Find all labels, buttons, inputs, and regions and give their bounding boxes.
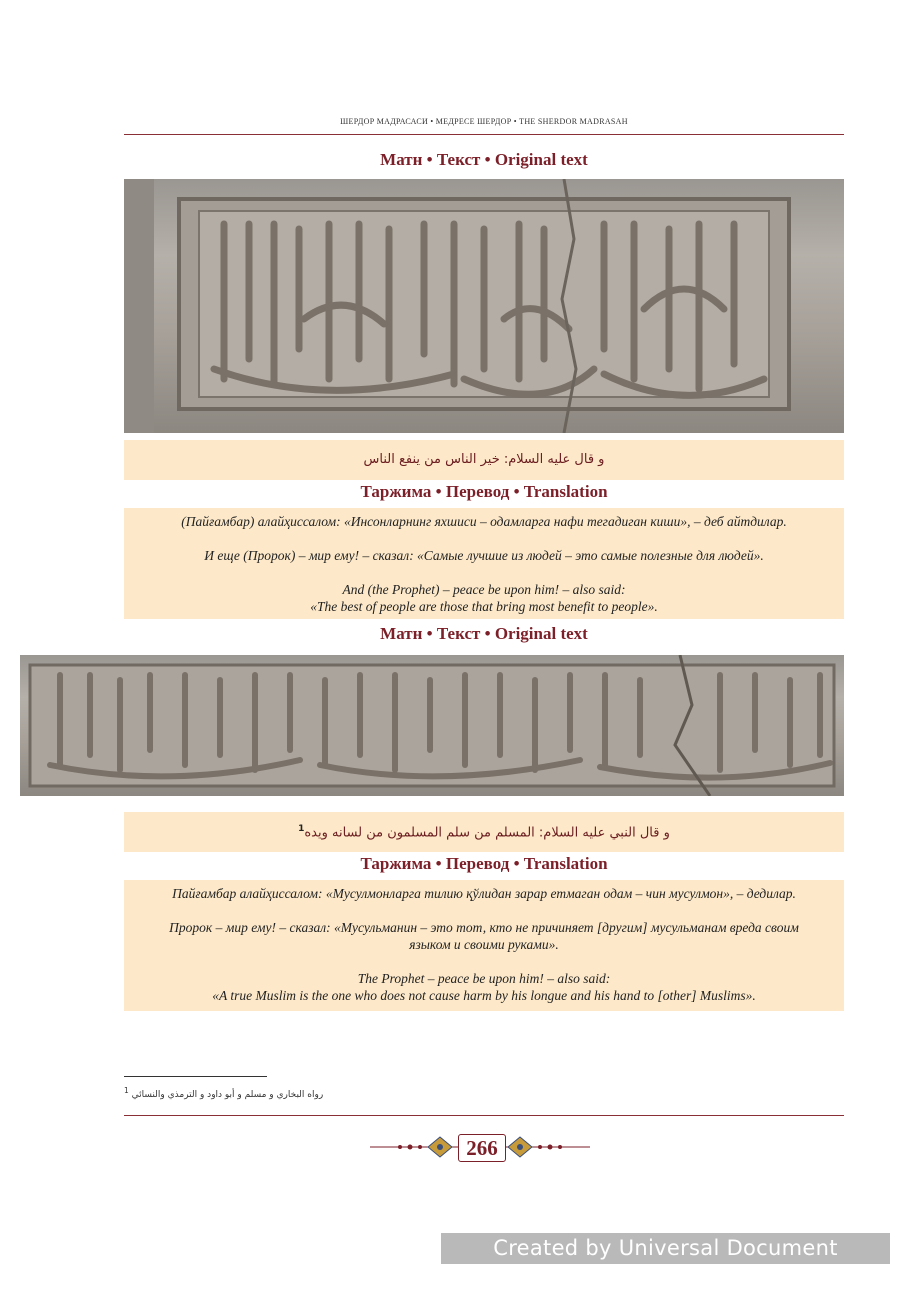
- translation-ru-1: И еще (Пророк) – мир ему! – сказал: «Самые лучшие из людей – это самые полезные для людей».: [204, 548, 764, 563]
- translation-panel-2: [124, 880, 844, 1011]
- translation-en-2-line1: The Prophet – peace be upon him! – also said:: [357, 971, 611, 986]
- footnote: [124, 1086, 323, 1100]
- section1-heading: Матн • Текст • Original text: [380, 150, 588, 169]
- section1-translation-heading: Таржима • Перевод • Translation: [360, 482, 608, 501]
- translation-ru-2-line1: Пророк – мир ему! – сказал: «Мусульманин – это тот, кто не причиняет [другим] мусульманам вреда своим: [169, 920, 799, 935]
- section2-translation-heading: Таржима • Перевод • Translation: [360, 854, 608, 873]
- translation-uz-2: Пайғамбар алайҳиссалом: «Мусулмонларга тилию қўлидан зарар етмаган одам – чин мусулмон», – дедилар.: [172, 886, 796, 901]
- footnote-text: رواه البخاري و مسلم و أبو داود و الترمذي والنسائي: [131, 1090, 324, 1100]
- translation-en-1-line2: «The best of people are those that bring most benefit to people».: [310, 599, 658, 614]
- arabic-text-2: [124, 824, 844, 840]
- calligraphy-frieze-image: [20, 655, 844, 796]
- footer-rule: [124, 1115, 844, 1116]
- watermark: Created by Universal Document Converter: [441, 1233, 890, 1264]
- footnote-number: 1: [124, 1086, 129, 1095]
- arabic-text-panel-2: [124, 812, 844, 852]
- footnote-reference[interactable]: 1: [298, 824, 305, 834]
- translation-ru-2-line2: языком и своими руками».: [409, 937, 559, 952]
- translation-panel-1: [124, 508, 844, 619]
- inscription-photo-2: [20, 655, 844, 796]
- running-head: ШЕРДОР МАДРАСАСИ • МЕДРЕСЕ ШЕРДОР • THE SHERDOR MADRASAH: [340, 117, 628, 126]
- translation-en-2-line2: «A true Muslim is the one who does not cause harm by his longue and his hand to [other] Muslims».: [212, 988, 756, 1003]
- section2-heading: Матн • Текст • Original text: [380, 624, 588, 643]
- translation-en-1-line1: And (the Prophet) – peace be upon him! – also said:: [342, 582, 626, 597]
- calligraphy-relief-image: [124, 179, 844, 433]
- arabic-text-1: و قال عليه السلام: خير الناس من ينفع الناس: [363, 452, 605, 467]
- header-rule: [124, 134, 844, 135]
- translation-uz-1: (Пайғамбар) алайҳиссалом: «Инсонларнинг яхшиси – одамларга нафи тегадиган киши», – деб айтдилар.: [181, 514, 787, 529]
- footnote-rule: [124, 1076, 267, 1077]
- inscription-photo-1: [124, 179, 844, 433]
- page-number: 266: [458, 1134, 506, 1162]
- arabic-text-panel-1: [124, 440, 844, 480]
- arabic-text-2-body: و قال النبي عليه السلام: المسلم من سلم المسلمون من لسانه ويده: [304, 825, 670, 841]
